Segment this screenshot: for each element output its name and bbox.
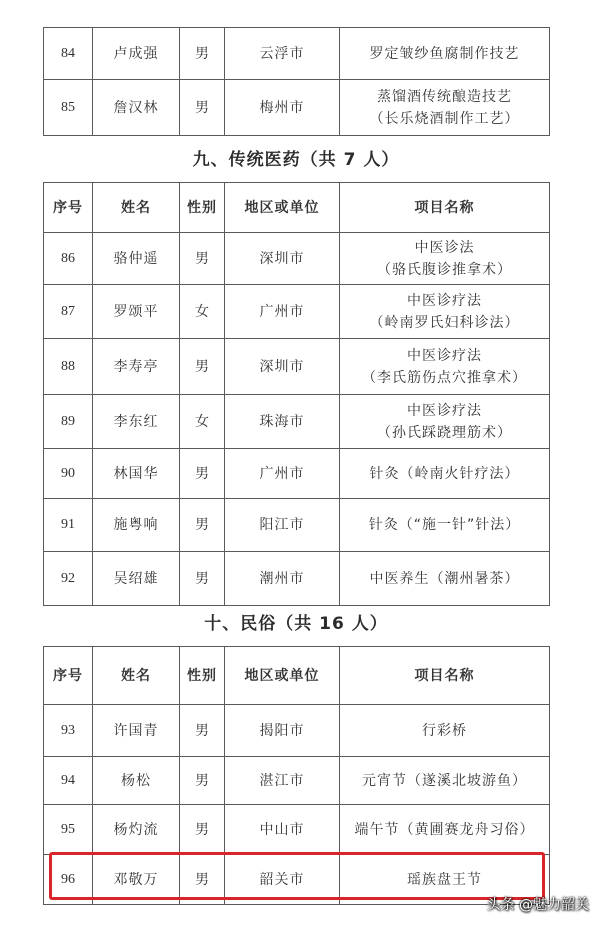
table-row [44, 757, 550, 805]
table-row [44, 339, 550, 395]
table-row [44, 705, 550, 757]
header-no: 序号 [44, 647, 93, 705]
cell-region: 梅州市 [225, 80, 340, 136]
cell-project [340, 805, 550, 855]
header-region: 地区或单位 [225, 647, 340, 705]
highlight-box-row-96 [49, 852, 545, 900]
table-row [44, 395, 550, 449]
cell-gender: 男 [180, 499, 225, 552]
cell-region: 深圳市 [225, 233, 340, 285]
cell-region: 韶关市 [225, 855, 340, 905]
cell-project [340, 552, 550, 606]
cell-gender: 男 [180, 28, 225, 80]
cell-no: 96 [44, 855, 93, 905]
project-line: （李氏筋伤点穴推拿术） [362, 369, 527, 386]
table-row [44, 80, 550, 136]
project-line: 元宵节（遂溪北坡游鱼） [362, 772, 527, 789]
cell-project [340, 339, 550, 395]
cell-region: 广州市 [225, 449, 340, 499]
project-line: （孙氏踩跷理筋术） [377, 424, 512, 441]
project-line: （骆氏腹诊推拿术） [377, 261, 512, 278]
cell-gender: 男 [180, 757, 225, 805]
cell-gender: 男 [180, 339, 225, 395]
cell-project [340, 285, 550, 339]
project-line: 中医养生（潮州暑茶） [369, 570, 520, 587]
cell-no: 90 [44, 449, 93, 499]
project-line: 中医诊疗法 [407, 402, 482, 419]
table-row [44, 552, 550, 606]
cell-region: 广州市 [225, 285, 340, 339]
cell-project [340, 705, 550, 757]
cell-no: 91 [44, 499, 93, 552]
heritage-table-traditional-medicine [43, 182, 550, 606]
header-region: 地区或单位 [225, 183, 340, 233]
cell-region: 阳江市 [225, 499, 340, 552]
cell-name: 罗颂平 [93, 285, 180, 339]
table-header-row [44, 647, 550, 705]
project-line: 端午节（黄圃赛龙舟习俗） [354, 821, 535, 838]
header-gender: 性别 [180, 647, 225, 705]
cell-no: 95 [44, 805, 93, 855]
cell-region: 深圳市 [225, 339, 340, 395]
cell-no: 93 [44, 705, 93, 757]
header-gender: 性别 [180, 183, 225, 233]
cell-no: 92 [44, 552, 93, 606]
cell-name: 骆仲遥 [93, 233, 180, 285]
cell-project [340, 499, 550, 552]
cell-no: 87 [44, 285, 93, 339]
cell-gender: 男 [180, 805, 225, 855]
table-row [44, 28, 550, 80]
table-row [44, 233, 550, 285]
cell-region: 揭阳市 [225, 705, 340, 757]
table-row [44, 805, 550, 855]
header-project: 项目名称 [340, 183, 550, 233]
cell-project [340, 80, 550, 136]
cell-gender: 女 [180, 395, 225, 449]
project-line: 蒸馏酒传统酿造技艺 [377, 88, 512, 105]
cell-name: 卢成强 [93, 28, 180, 80]
cell-gender: 男 [180, 552, 225, 606]
cell-no: 84 [44, 28, 93, 80]
header-name: 姓名 [93, 647, 180, 705]
cell-gender: 男 [180, 449, 225, 499]
project-line: （长乐烧酒制作工艺） [369, 110, 520, 127]
cell-gender: 男 [180, 80, 225, 136]
watermark: 头条 @魅力韶关 [486, 897, 589, 913]
header-name: 姓名 [93, 183, 180, 233]
heritage-table-part-1 [43, 27, 550, 136]
cell-gender: 女 [180, 285, 225, 339]
cell-name: 施粤响 [93, 499, 180, 552]
cell-name: 邓敬万 [93, 855, 180, 905]
project-line: （岭南罗氏妇科诊法） [369, 314, 520, 331]
project-line: 中医诊法 [414, 239, 475, 256]
project-line: 行彩桥 [422, 722, 467, 739]
section-title-folk-customs: 十、民俗（共 16 人） [204, 614, 388, 634]
cell-name: 杨松 [93, 757, 180, 805]
table-header-row [44, 183, 550, 233]
project-line: 针灸（“施一针”针法） [368, 517, 521, 533]
cell-no: 86 [44, 233, 93, 285]
project-line: 中医诊疗法 [407, 292, 482, 309]
cell-name: 许国青 [93, 705, 180, 757]
cell-gender: 男 [180, 705, 225, 757]
table-row [44, 285, 550, 339]
cell-gender: 男 [180, 233, 225, 285]
cell-gender: 男 [180, 855, 225, 905]
table-row [44, 499, 550, 552]
table-row [44, 449, 550, 499]
cell-project [340, 28, 550, 80]
cell-name: 詹汉林 [93, 80, 180, 136]
cell-region: 云浮市 [225, 28, 340, 80]
cell-project [340, 395, 550, 449]
cell-name: 吴绍雄 [93, 552, 180, 606]
header-project: 项目名称 [340, 647, 550, 705]
header-no: 序号 [44, 183, 93, 233]
cell-no: 89 [44, 395, 93, 449]
cell-region: 珠海市 [225, 395, 340, 449]
cell-project [340, 233, 550, 285]
project-line: 瑶族盘王节 [407, 871, 482, 888]
cell-project [340, 757, 550, 805]
cell-no: 85 [44, 80, 93, 136]
cell-name: 林国华 [93, 449, 180, 499]
section-title-traditional-medicine: 九、传统医药（共 7 人） [192, 150, 400, 170]
project-line: 中医诊疗法 [407, 347, 482, 364]
cell-name: 杨灼流 [93, 805, 180, 855]
project-line: 罗定皱纱鱼腐制作技艺 [369, 45, 520, 62]
cell-name: 李寿亭 [93, 339, 180, 395]
cell-project [340, 449, 550, 499]
cell-region: 中山市 [225, 805, 340, 855]
cell-region: 潮州市 [225, 552, 340, 606]
cell-no: 88 [44, 339, 93, 395]
cell-name: 李东红 [93, 395, 180, 449]
project-line: 针灸（岭南火针疗法） [369, 465, 520, 482]
cell-region: 湛江市 [225, 757, 340, 805]
cell-no: 94 [44, 757, 93, 805]
